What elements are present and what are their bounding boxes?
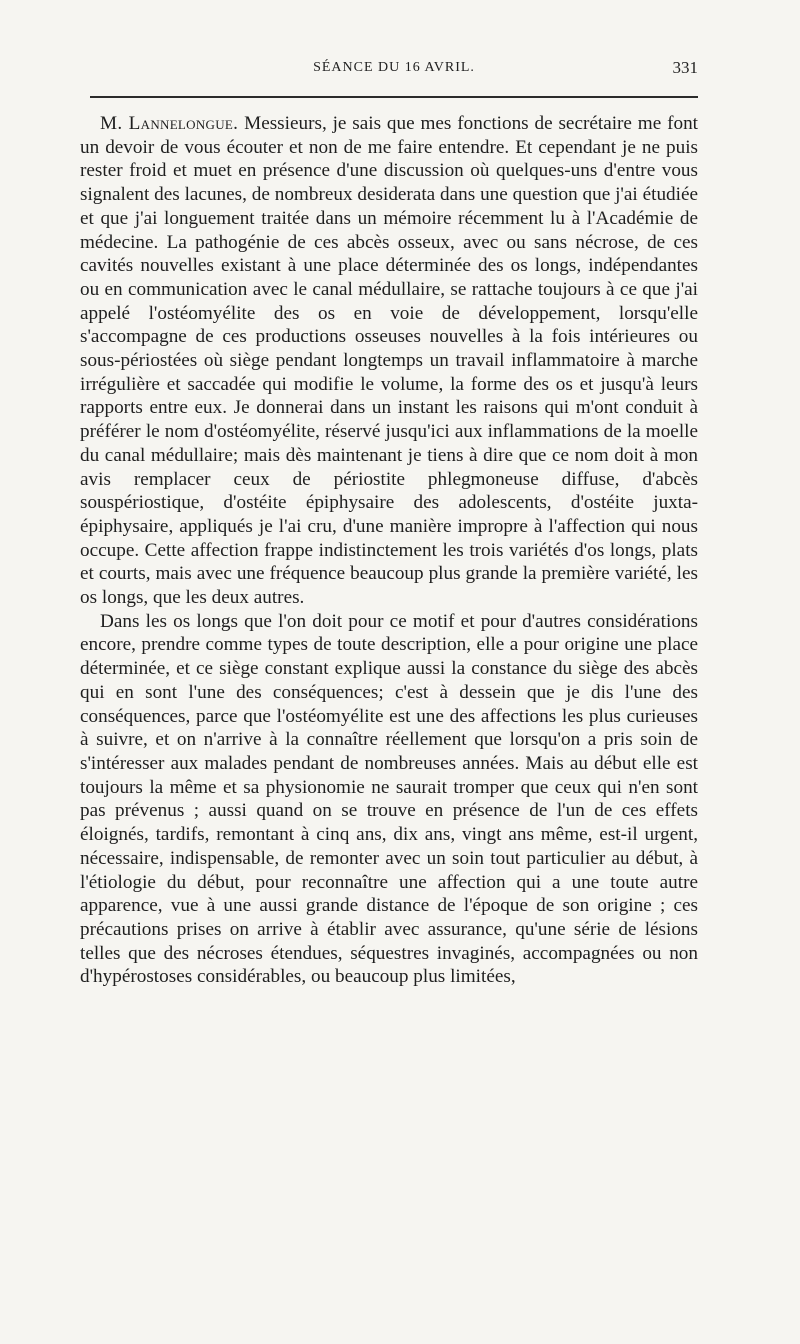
paragraph-1-text: Messieurs, je sais que mes fonctions de secrétaire me font un devoir de vous écouter et non de me faire entendre. Et cependant je ne puis rester froid et muet en présence d'une discussion où quelques-uns d'entre vous signalent des lacunes, de nombreux desiderata dans une question que j'ai étudiée et que j'ai longuement traitée dans un mémoire récemment lu à l'Académie de médecine. La pathogénie de ces abcès osseux, avec ou sans nécrose, de ces cavités nouvelles existant à une place déterminée des os longs, indépendantes ou en communication avec le canal médullaire, se rattache toujours à ce que j'ai appelé l'ostéomyélite des os en voie de développement, lorsqu'elle s'accompagne de ces productions osseuses nouvelles à la fois intérieures ou sous-périostées où siège pendant longtemps un travail inflammatoire à marche irrégulière et saccadée qui modifie le volume, la forme des os et jusqu'à leurs rapports entre eux. Je donnerai dans un instant les raisons qui m'ont conduit à préférer le nom d'ostéomyélite, réservé jusqu'ici aux inflammations de la moelle du canal médullaire; mais dès maintenant je tiens à dire que ce nom doit à mon avis remplacer ceux de périostite phlegmoneuse diffuse, d'abcès souspériostique, d'ostéite épiphysaire des adolescents, d'ostéite juxta-épiphysaire, appliqués je l'ai cru, d'une manière impropre à l'affection qui nous occupe. Cette affection frappe indistinctement les trois variétés d'os longs, plats et courts, mais avec une fréquence beaucoup plus grande la première variété, les os longs, que les deux autres. [80, 113, 699, 609]
running-head-title: SÉANCE DU 16 AVRIL. [313, 60, 475, 75]
body-text [80, 112, 698, 989]
paragraph-1 [80, 112, 698, 610]
paragraph-2: Dans les os longs que l'on doit pour ce motif et pour d'autres considérations encore, prendre comme types de toute description, elle a pour origine une place déterminée, et ce siège constant explique aussi la constance du siège des abcès qui en sont l'une des conséquences; c'est à dessein que je dis l'une des conséquences, parce que l'ostéomyélite est une des affections les plus curieuses à suivre, et on n'arrive à la connaître réellement que lorsqu'on a pris soin de s'intéresser aux malades pendant de nombreuses années. Mais au début elle est toujours la même et sa physionomie ne saurait tromper que ceux qui n'en sont pas prévenus ; aussi quand on se trouve en présence de l'un de ces effets éloignés, tardifs, remontant à cinq ans, dix ans, vingt ans même, est-il urgent, nécessaire, indispensable, de remonter avec un soin tout particulier au début, à l'étiologie du début, pour reconnaître une affection qui a une toute autre apparence, vue à une aussi grande distance de l'époque de son origine ; ces précautions prises on arrive à établir avec assurance, qu'une série de lésions telles que des nécroses étendues, séquestres invaginés, accompagnées ou non d'hypérostoses considérables, ou beaucoup plus limitées, [80, 610, 698, 988]
header-rule [90, 96, 698, 98]
page-number: 331 [672, 58, 698, 77]
speaker-name: M. Lannelongue. [100, 113, 239, 134]
running-header [90, 60, 698, 86]
